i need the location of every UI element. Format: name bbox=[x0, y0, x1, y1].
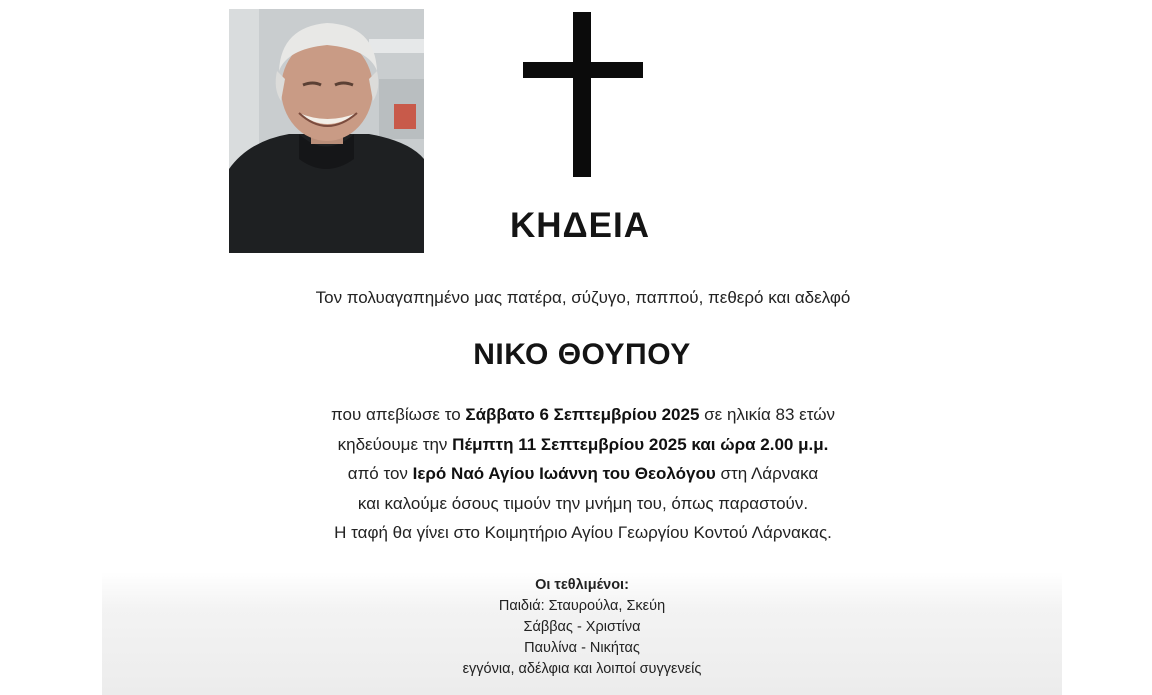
mourners-heading: Οι τεθλιμένοι: bbox=[535, 577, 629, 593]
mourners-line: εγγόνια, αδέλφια και λοιποί συγγενείς bbox=[462, 661, 702, 677]
notice-line: που απεβίωσε το Σάββατο 6 Σεπτεμβρίου 2025 σε ηλικία 83 ετών bbox=[331, 405, 835, 424]
cross-icon bbox=[523, 12, 643, 177]
deceased-name: ΝΙΚΟ ΘΟΥΠΟΥ bbox=[473, 338, 691, 371]
notice-line: και καλούμε όσους τιμούν την μνήμη του, όπως παραστούν. bbox=[357, 493, 809, 513]
mourners-block bbox=[102, 572, 1062, 695]
notice-line: κηδεύουμε την Πέμπτη 11 Σεπτεμβρίου 2025 και ώρα 2.00 μ.μ. bbox=[337, 434, 829, 454]
intro-text: Τον πολυαγαπημένο μας πατέρα, σύζυγο, παππού, πεθερό και αδελφό bbox=[315, 288, 851, 307]
mourners-line: Παυλίνα - Νικήτας bbox=[524, 640, 640, 656]
mourners-line: Σάββας - Χριστίνα bbox=[523, 619, 641, 635]
notice-line: Η ταφή θα γίνει στο Κοιμητήριο Αγίου Γεωργίου Κοντού Λάρνακας. bbox=[334, 523, 832, 542]
notice-body bbox=[0, 400, 1152, 548]
mourners-line: Παιδιά: Σταυρούλα, Σκεύη bbox=[498, 598, 666, 614]
notice-title: ΚΗΔΕΙΑ bbox=[509, 206, 651, 245]
portrait-photo bbox=[229, 9, 424, 253]
notice-line: από τον Ιερό Ναό Αγίου Ιωάννη του Θεολόγου στη Λάρνακα bbox=[347, 464, 819, 483]
